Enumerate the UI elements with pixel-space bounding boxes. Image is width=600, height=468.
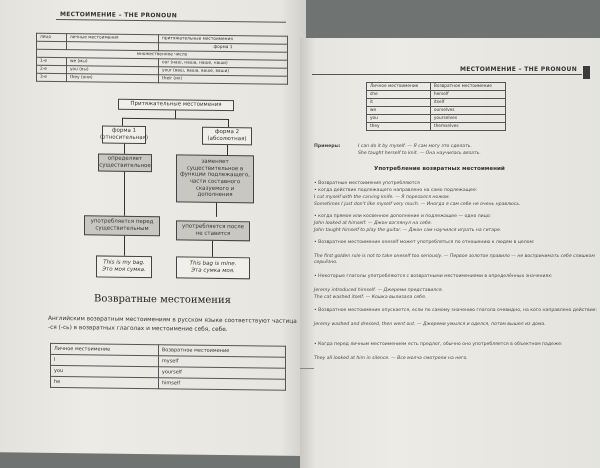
right-page xyxy=(300,38,600,468)
plural-row-label: множественное число xyxy=(37,49,288,60)
cell: yourself xyxy=(158,367,285,380)
table-row xyxy=(367,99,506,107)
example-2: She taught herself to knit. — Она научилась вязать. xyxy=(358,151,481,156)
cell: you xyxy=(51,365,159,377)
right-running-header: МЕСТОИМЕНИЕ – THE PRONOUN xyxy=(460,66,578,73)
reflexive-table-right xyxy=(366,82,506,131)
cell: we (мы) xyxy=(66,58,158,67)
connector xyxy=(175,110,176,118)
th-reflexive: Возвратное местоимение xyxy=(158,345,285,358)
table-row xyxy=(367,115,506,123)
usage-title: Употребление возвратных местоимений xyxy=(374,166,505,172)
connector xyxy=(228,119,229,127)
diagram-form1: форма 1 (относительная) xyxy=(102,126,146,145)
cell: our (наш, наша, наше, наши) xyxy=(159,59,288,69)
cell: they (они) xyxy=(66,74,158,83)
intro-line-2: -ся (-сь) в возвратных глаголах и местоимение себя, себе. xyxy=(48,324,228,334)
example-en: This bag is mine. xyxy=(189,260,237,268)
reflexive-table-left xyxy=(50,343,286,391)
left-running-header: МЕСТОИМЕНИЕ – THE PRONOUN xyxy=(60,10,178,20)
cell: himself xyxy=(158,378,285,391)
connector xyxy=(124,236,125,256)
thumb-tab xyxy=(583,66,590,79)
table-row xyxy=(37,73,288,84)
cell: he xyxy=(51,376,159,388)
th-personal: личные местоимения xyxy=(66,34,158,43)
left-page xyxy=(0,0,306,456)
th-personal: Личное местоимение xyxy=(367,83,431,91)
th-personal: Личное местоимение xyxy=(51,343,159,355)
cell: we xyxy=(367,107,431,115)
bullet: • Когда перед личным местоимением есть предлог, обычно оно употребляется в объектном падеже: xyxy=(314,342,563,347)
diagram-example2 xyxy=(176,256,250,279)
example: The first golden rule is not to take oneself too seriously. — Первое золотое правило — не воспринимать себя слишком серьёзно. xyxy=(314,254,595,266)
cell: ourselves xyxy=(430,107,505,115)
page-edge-rule xyxy=(300,368,314,369)
bullet: • когда действие подлежащего направлено на само подлежащее: xyxy=(314,188,478,193)
connector xyxy=(122,118,228,120)
cell: herself xyxy=(430,91,505,99)
example: I cut myself with the carving knife. — Я порезался ножом. xyxy=(314,195,451,200)
cell: it xyxy=(367,99,431,107)
bullet: • Возвратное местоимение oneself может употребляться по отношению к людям в целом: xyxy=(314,240,535,245)
connector xyxy=(216,203,217,217)
connector xyxy=(124,172,125,216)
cell: she xyxy=(367,91,431,99)
examples-label: Примеры: xyxy=(314,144,341,149)
example-en: This is my bag. xyxy=(103,259,145,267)
connector xyxy=(227,145,228,155)
cell: your (ваш, ваша, ваше, ваши) xyxy=(159,67,288,77)
diagram-def1: определяет существительное xyxy=(98,153,152,172)
diagram-form2: форма 2 (абсолютная) xyxy=(202,127,252,146)
connector xyxy=(124,144,125,154)
example: John looked at himself. — Джон взглянул на себя. xyxy=(314,221,433,226)
example: John taught himself to play the guitar. — Джон сам научился играть на гитаре. xyxy=(314,228,502,233)
cell: their (их) xyxy=(159,75,288,85)
example-ru: Эта сумка моя. xyxy=(191,267,235,275)
diagram-use1: употребляется перед существительным xyxy=(84,215,160,236)
example: Sometimes I just don't like myself very much. — Иногда я сам себе не очень нравлюсь. xyxy=(314,202,521,207)
personal-pronoun-table xyxy=(36,33,288,85)
intro-line-1: Английским возвратным местоимениям в русском языке соответствуют частица xyxy=(48,315,297,325)
th-possessive: притяжательные местоимения xyxy=(159,35,288,45)
example: Jeremy introduced himself. — Джереми представился. xyxy=(314,288,443,293)
section-title: Возвратные местоимения xyxy=(94,293,231,307)
bullet: • Некоторые глаголы употребляются с возвратными местоимениями в определённых значениях: xyxy=(314,274,553,279)
cell: 1-е xyxy=(37,57,67,65)
cell: myself xyxy=(158,356,285,369)
th-person: лицо xyxy=(37,33,67,41)
bullet: • Возвратное местоимение опускается, если по самому значению глагола очевидно, на кого направлено действие: xyxy=(314,308,598,313)
cell: yourselves xyxy=(430,115,505,123)
bullet: • когда прямое или косвенное дополнение и подлежащее — одно лицо: xyxy=(314,214,492,219)
table-row xyxy=(367,91,506,99)
example-1: I can do it by myself. — Я сам могу это сделать. xyxy=(358,144,472,149)
cell: 2-е xyxy=(37,65,67,73)
example: Jeremy washed and dressed, then went out. — Джереми умылся и оделся, потом вышел из дома. xyxy=(314,322,546,327)
cell: they xyxy=(367,123,431,131)
bullet: • Возвратные местоимения употребляются xyxy=(314,181,420,186)
table-row xyxy=(367,107,506,115)
right-header-rule xyxy=(312,74,582,75)
diagram-root: Притяжательные местоимения xyxy=(118,99,234,111)
diagram-use2: употребляется после не ставится xyxy=(176,220,250,241)
connector xyxy=(212,241,213,257)
th-form1: форма 1 xyxy=(159,43,288,53)
example: They all looked at him in silence. — Все молча смотрели на него. xyxy=(314,356,468,361)
cell: itself xyxy=(430,99,505,107)
diagram-example1 xyxy=(96,255,152,278)
cell: you xyxy=(367,115,431,123)
cell: I xyxy=(51,354,159,366)
example: The cat washed itself. — Кошка вылизала себя. xyxy=(314,295,427,300)
th-reflexive: Возвратное местоимение xyxy=(430,83,505,91)
diagram-def2: заменяет существительное в функции подлежащего, части составного сказуемого и дополнения xyxy=(176,154,254,203)
cell: themselves xyxy=(430,123,505,131)
example-ru: Это моя сумка. xyxy=(102,266,146,274)
cell: 3-е xyxy=(37,73,67,81)
cell: you (вы) xyxy=(66,66,158,75)
connector xyxy=(122,118,123,126)
table-row xyxy=(51,376,286,390)
left-header-rule xyxy=(56,19,286,23)
table-row xyxy=(367,123,506,131)
